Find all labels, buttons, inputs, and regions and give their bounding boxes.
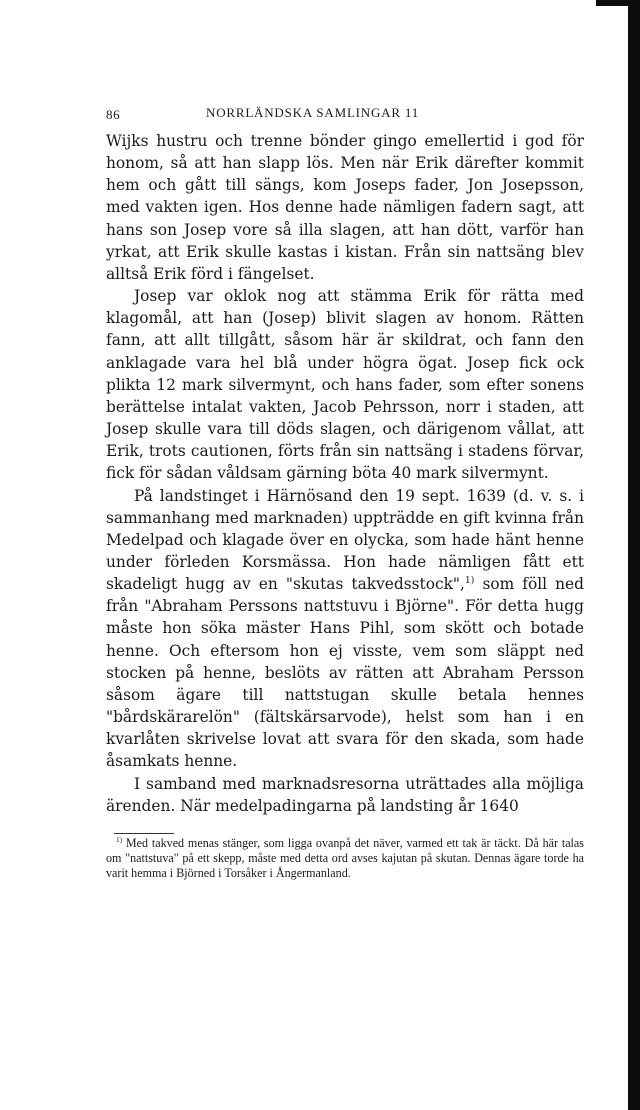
running-title: NORRLÄNDSKA SAMLINGAR 11 [206, 105, 420, 120]
paragraph-3-part-2: som föll ned från "Abraham Perssons nattstuvu i Björne". För detta hugg måste hon söka mäster Hans Pihl, som skött och botade henne. Och eftersom hon ej visste, vem som släppt ned stocken på henne, beslöts av rätten att Abraham Persson såsom ägare till nattstugan skulle betala hennes "bårdskärarelön" (fältskärsarvode), helst som han i en kvarlåten skrivelse lovat att svara för den skada, som hade åsamkats henne. [106, 575, 584, 771]
page-number: 86 [106, 107, 121, 122]
scan-border-top [596, 0, 640, 6]
footnote-text: Med takved menas stänger, som ligga ovanpå det näver, varmed ett tak är täckt. Då här talas om "nattstuva" på ett skepp, måste med detta ord avses kajutan på skutan. Dennas ägare torde ha varit hemma i Björned i Torsåker i Ångermanland. [106, 836, 584, 880]
footnote [106, 836, 584, 881]
paragraph-3-part-1: På landstinget i Härnösand den 19 sept. 1639 (d. v. s. i sammanhang med marknaden) uppträdde en gift kvinna från Medelpad och klagade över en olycka, som hade hänt henne under förleden Korsmässa. Hon hade nämligen fått ett skadeligt hugg av en "skutas takvedsstock", [106, 486, 584, 594]
page-header [106, 101, 584, 125]
footnote-reference: 1) [464, 575, 475, 586]
footnote-marker: 1) [116, 835, 123, 844]
paragraph-4: I samband med marknadsresorna uträttades alla möjliga ärenden. När medelpadingarna på landsting år 1640 [106, 774, 584, 815]
scan-border-right [628, 0, 640, 1110]
paragraph-3 [106, 485, 584, 773]
body-text [106, 130, 584, 817]
paragraph-2: Josep var oklok nog att stämma Erik för rätta med klagomål, att han (Josep) blivit slagen av honom. Rätten fann, att allt tillgått, såsom här är skildrat, och fann den anklagade vara hel blå under högra ögat. Josep fick ock plikta 12 mark silvermynt, och hans fader, som efter sonens berättelse intalat vakten, Jacob Pehrsson, norr i staden, att Josep skulle vara till döds slagen, och därigenom vållat, att Erik, trots cautionen, förts från sin nattsäng i stadens förvar, fick för sådan våldsam gärning böta 40 mark silvermynt. [106, 287, 584, 483]
footnote-divider [114, 833, 174, 834]
paragraph-1: Wijks hustru och trenne bönder gingo emellertid i god för honom, så att han slapp lös. Men när Erik därefter kommit hem och gått till sängs, kom Joseps fader, Jon Josepsson, med vakten igen. Hos denne hade nämligen fadern sagt, att hans son Josep vore så illa slagen, att han dött, varför han yrkat, att Erik skulle kastas i kistan. Från sin nattsäng blev alltså Erik förd i fängelset. [106, 132, 584, 283]
